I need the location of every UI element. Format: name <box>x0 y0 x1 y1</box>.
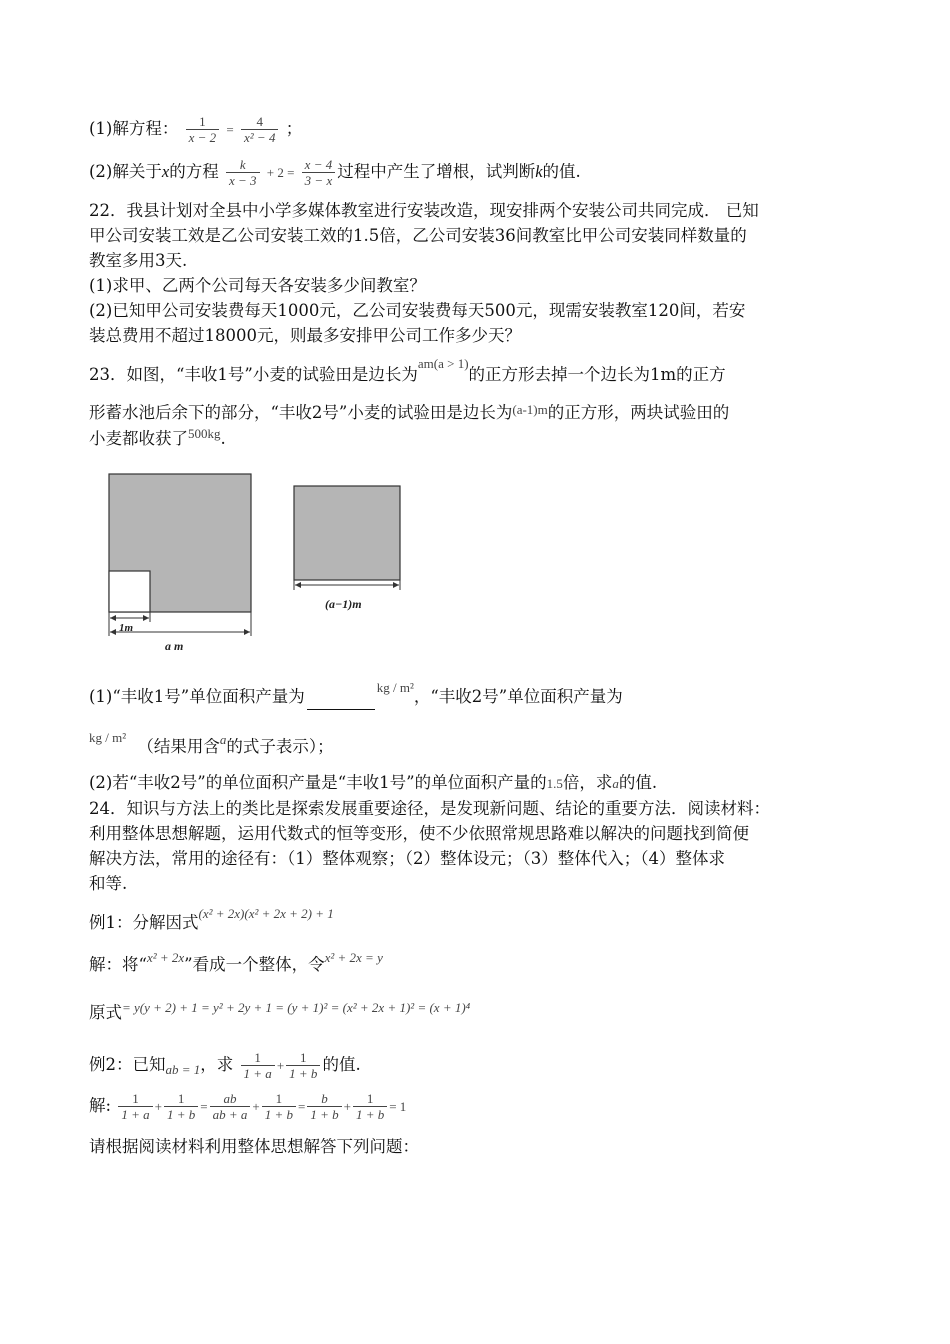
pond-square <box>109 571 150 612</box>
fraction: $\frac{4}{\text{x² − 4}}$ <box>241 114 278 145</box>
answer-blank[interactable] <box>307 691 375 710</box>
q22-line: 甲公司安装工效是乙公司安装工效的1.5倍，乙公司安装36间教室比甲公司安装同样数量的 <box>89 226 747 245</box>
label-1m: 1m <box>119 622 134 634</box>
q24-example1: 例1：分解因式$^{(x^2 + 2x)(x^2 + 2x + 2) + 1}$ <box>89 906 334 932</box>
q24-solution2: 解: $\frac{1}{1 + a}$ + $\frac{1}{1 + b}$ = $\frac{ab}{ab + a}$ + $\frac{1}{1 + b}$ = $\frac{b}{1 + b}$ + $\frac{1}{1 + b}$ = 1 <box>89 1091 407 1122</box>
label-am: a m <box>165 639 184 653</box>
unit-label: kg / m² <box>376 680 414 695</box>
q24-solution1: 解：将“$^{x^2 + 2x}$”看成一个整体，令$^{x^2 + 2x = y}$ <box>89 950 383 974</box>
document-body <box>89 108 864 1159</box>
q22-line: (2)已知甲公司安装费每天1000元，乙公司安装费每天500元，现需安装教室120间，若安 <box>89 301 746 320</box>
q24-original: 原式$^{= y(y + 2) + 1 = y^2 + 2y + 1 = (y + 1)^2 = (x^2 + 2x + 1)^2 = (x + 1)^4}$ <box>89 1000 471 1022</box>
q24-line: 利用整体思想解题，运用代数式的恒等变形，使不少依照常规思路难以解决的问题找到简便 <box>89 824 749 843</box>
q22-line: 装总费用不超过18000元，则最多安排甲公司工作多少天？ <box>89 326 521 345</box>
q21-part1: (1)解方程： $\frac{1}{x - 2}$ = $\frac{4}{\text{x² − 4}}$ ； <box>89 114 303 145</box>
fraction: $\frac{x - 4}{3 - x}$ <box>302 157 336 188</box>
fraction: $\frac{1}{1 + b}$ <box>286 1050 320 1081</box>
q24-line: 24．知识与方法上的类比是探索发展重要途径，是发现新问题、结论的重要方法．阅读材料： <box>89 799 770 818</box>
q22-line: 22．我县计划对全县中小学多媒体教室进行安装改造，现安排两个安装公司共同完成． 已知 <box>89 201 759 220</box>
q23-line3: 小麦都收获了$^{500kg}$. <box>89 426 226 448</box>
q24-line: 解决方法，常用的途径有：（1）整体观察；（2）整体设元；（3）整体代入；（4）整体求 <box>89 849 725 868</box>
q23-sub2: (2)若“丰收2号”的单位面积产量是“丰收1号”的单位面积产量的1.5倍，求a的值. <box>89 773 658 792</box>
square-fields-diagram <box>105 466 445 666</box>
q24-final-prompt: 请根据阅读材料利用整体思想解答下列问题： <box>89 1137 419 1156</box>
q22-line: 教室多用3天. <box>89 251 188 270</box>
q21-part2: (2)解关于x的方程 $\frac{k}{x - 3}$ + 2 = $\frac{x - 4}{3 - x}$ 过程中产生了增根，试判断k的值. <box>89 157 581 188</box>
q22-line: (1)求甲、乙两个公司每天各安装多少间教室？ <box>89 276 426 295</box>
q24-example2: 例2：已知$_{ab = 1}$，求 $\frac{1}{1 + a}$ + $\frac{1}{1 + b}$ 的值. <box>89 1050 361 1081</box>
q22 <box>89 198 864 348</box>
q23-sub1-cont: $^{kg / m^2}$ （结果用含$^a$的式子表示）； <box>89 730 334 756</box>
fraction: $\frac{k}{x - 3}$ <box>226 157 260 188</box>
fraction: $\frac{1}{1 + a}$ <box>241 1050 275 1081</box>
q23-line1: 23．如图，“丰收1号”小麦的试验田是边长为$^{am(a > 1)}$的正方形去掉一个边长为1m的正方 <box>89 356 726 384</box>
q24-line: 和等. <box>89 874 128 893</box>
q23-figure <box>89 466 864 676</box>
label-a-1m: (a−1)m <box>325 597 362 611</box>
fraction: $\frac{1}{x - 2}$ <box>186 114 220 145</box>
unit-label: kg / m² <box>89 730 127 745</box>
q24 <box>89 796 864 896</box>
q21-p1-label: (1)解方程： <box>89 119 179 138</box>
q23-line2: 形蓄水池后余下的部分，“丰收2号”小麦的试验田是边长为$^{(a-1)m}$的正方形，两块试验田的 <box>89 402 730 422</box>
q23-sub1: (1)“丰收1号”单位面积产量为 $^{kg / m^2}$，“丰收2号”单位面积产量为 <box>89 684 864 710</box>
field-2-square <box>294 486 400 580</box>
